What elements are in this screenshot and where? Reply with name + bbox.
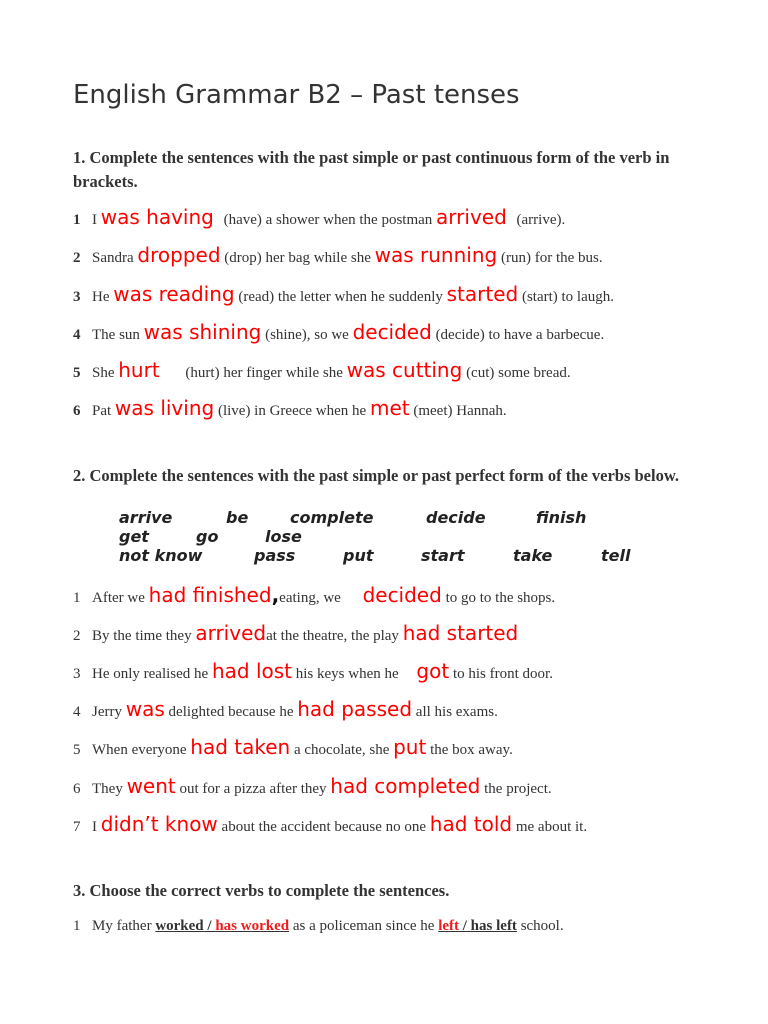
answer-text: hurt [118,358,160,382]
sentence-text: By the time they [92,628,196,644]
sentence-text: (cut) some bread. [462,365,571,381]
item-number: 5 [73,365,81,381]
item-text [92,358,571,382]
item-number: 7 [73,819,81,835]
word-bank-word: be [226,508,249,527]
sentence-text: me about it. [512,819,588,835]
sentence-text: the box away. [426,742,513,758]
answer-text: had told [429,812,513,836]
word-bank-word: finish [536,508,587,527]
answer-text: had taken [190,735,291,759]
item-text [92,659,553,683]
answer-text: arrived [436,205,507,229]
sentence-text: He only realised he [92,666,212,682]
sentence-text: My father [92,918,156,934]
sentence-text: a chocolate, she [290,742,394,758]
sentence-text: Sandra [92,250,138,266]
sentence-text: I [92,819,101,835]
item-text [92,243,603,267]
answer-text: was shining [143,320,262,344]
item-number: 1 [73,212,81,228]
answer-text: dropped [137,243,221,267]
sentence-text: (arrive). [512,212,566,228]
sentence-text: to go to the shops. [441,590,556,606]
sentence-text: school. [516,918,564,934]
item-text [92,697,498,721]
sentence-text: as a policeman since he [289,918,439,934]
word-bank [119,508,630,565]
item-number: 2 [73,250,81,266]
answer-text: had passed [297,697,413,721]
choice-option: / has left [459,918,517,934]
item-text [92,774,552,798]
answer-text: was cutting [346,358,463,382]
word-bank-word: tell [601,546,631,565]
sentence-text: When everyone [92,742,191,758]
answer-text: decided [352,320,432,344]
item-text [92,621,519,645]
answer-text: was running [374,243,498,267]
word-bank-word: get [119,527,149,546]
item-text [92,396,507,420]
answer-text: had started [402,621,519,645]
answer-text: was living [114,396,215,420]
answer-text: went [126,774,176,798]
item-number: 6 [73,403,81,419]
answer-comma: , [271,583,280,607]
answer-text: had finished [148,583,272,607]
section1-instruction: 1. Complete the sentences with the past simple or past continuous form of the verb in brackets. [73,148,670,191]
sentence-text: (hurt) her finger while she [181,365,347,381]
sentence-text: After we [92,590,149,606]
sentence-text: She [92,365,119,381]
item-number: 1 [73,918,81,934]
word-bank-word: take [513,546,553,565]
answer-text: met [369,396,410,420]
item-text [92,812,588,836]
sentence-text: (meet) Hannah. [409,403,507,419]
choice-option: worked / [155,918,216,934]
sentence-text: about the accident because no one [217,819,430,835]
sentence-text: (have) a shower when the postman [219,212,437,228]
sentence-text: his keys when he [292,666,403,682]
answer-text: had lost [211,659,293,683]
sentence-text: (start) to laugh. [518,289,615,305]
item-number: 3 [73,289,81,305]
sentence-text: (drop) her bag while she [220,250,375,266]
word-bank-row [119,527,630,546]
sentence-text: (decide) to have a barbecue. [431,327,605,343]
verb-choice[interactable] [155,918,289,934]
sentence-text: Pat [92,403,115,419]
answer-text: was reading [113,282,235,306]
item-text [92,282,615,306]
item-text [92,205,566,229]
answer-text: was [125,697,165,721]
item-number: 5 [73,742,81,758]
item-text [92,735,513,759]
answer-text: had completed [330,774,481,798]
sentence-text: eating, we [279,590,345,606]
section2-instruction: 2. Complete the sentences with the past simple or past perfect form of the verbs below. [73,466,679,485]
answer-text: was having [100,205,214,229]
word-bank-word: put [343,546,374,565]
page-title: English Grammar B2 – Past tenses [73,80,520,110]
sentence-text: the project. [480,781,552,797]
answer-text: put [393,735,427,759]
item-number: 4 [73,704,81,720]
item-number: 6 [73,781,81,797]
answer-text: got [416,659,450,683]
section3-instruction: 3. Choose the correct verbs to complete the sentences. [73,881,450,900]
item-number: 2 [73,628,81,644]
word-bank-word: pass [254,546,296,565]
sentence-text: He [92,289,114,305]
item-text [92,320,605,344]
word-bank-word: complete [290,508,374,527]
word-bank-word: start [421,546,465,565]
sentence-text: I [92,212,101,228]
sentence-text: out for a pizza after they [175,781,331,797]
item-number: 3 [73,666,81,682]
item-number: 4 [73,327,81,343]
answer-text: didn’t know [100,812,218,836]
choice-selected: left [438,918,460,934]
sentence-text: delighted because he [164,704,298,720]
choice-selected: has worked [215,918,290,934]
sentence-text: (live) in Greece when he [214,403,370,419]
sentence-text: to his front door. [449,666,553,682]
verb-choice[interactable] [438,918,517,934]
word-bank-row [119,508,630,527]
sentence-text: The sun [92,327,144,343]
answer-text: started [446,282,519,306]
sentence-text: (run) for the bus. [497,250,603,266]
item-text [92,917,564,935]
sentence-text: Jerry [92,704,126,720]
sentence-text: They [92,781,127,797]
sentence-text: at the theatre, the play [266,628,403,644]
word-bank-word: not know [119,546,203,565]
word-bank-word: go [196,527,219,546]
word-bank-word: arrive [119,508,173,527]
item-number: 1 [73,590,81,606]
answer-text: arrived [195,621,267,645]
item-text [92,583,556,607]
sentence-text: all his exams. [412,704,498,720]
answer-text: decided [362,583,442,607]
word-bank-word: lose [265,527,302,546]
sentence-text: (shine), so we [261,327,353,343]
word-bank-row [119,546,630,565]
word-bank-word: decide [426,508,486,527]
sentence-text: (read) the letter when he suddenly [234,289,447,305]
